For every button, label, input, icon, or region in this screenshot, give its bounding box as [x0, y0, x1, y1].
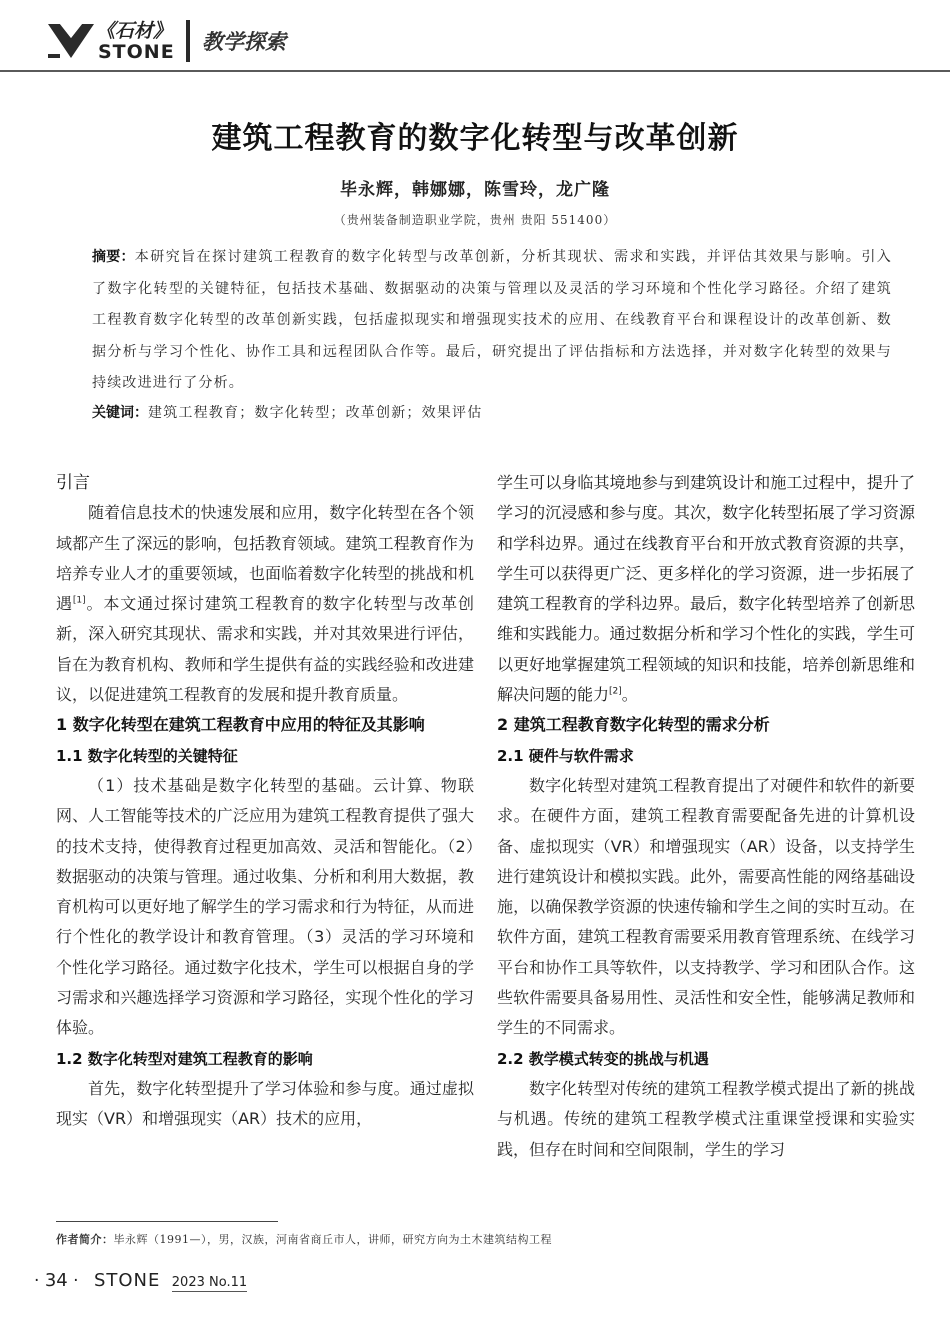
continued-paragraph — [497, 468, 915, 710]
header-divider — [186, 20, 190, 62]
continued-end: 。 — [621, 685, 638, 705]
stone-logo-icon — [46, 18, 96, 62]
footer-dot-right: · — [73, 1271, 79, 1291]
footnote-text: 毕永辉（1991—），男，汉族，河南省商丘市人，讲师，研究方向为土木建筑结构工程 — [113, 1233, 552, 1246]
intro-text-2: 。本文通过探讨建筑工程教育的数字化转型与改革创新，深入研究其现状、需求和实践，并对其效果进行评估，旨在为教育机构、教师和学生提供有益的实践经验和改进建议，以促进建筑工程教育的发展和提升教育质量。 — [56, 594, 474, 705]
author-affiliation: （贵州装备制造职业学院，贵州 贵阳 551400） — [333, 213, 617, 227]
footer-brand: STONE — [93, 1270, 161, 1291]
left-column — [56, 468, 474, 1135]
logo-chinese-name: 《石材》 — [96, 20, 173, 42]
intro-heading: 引言 — [56, 473, 90, 493]
footnote-label: 作者简介： — [56, 1233, 114, 1246]
intro-paragraph — [56, 498, 474, 710]
journal-logo — [46, 14, 186, 68]
section-2-1-heading: 2.1 硬件与软件需求 — [497, 746, 634, 765]
continued-text: 学生可以身临其境地参与到建筑设计和施工过程中，提升了学习的沉浸感和参与度。其次，数字化转型拓展了学习资源和学科边界。通过在线教育平台和开放式教育资源的共享，学生可以获得更广泛、更多样化的学习资源，进一步拓展了建筑工程教育的学科边界。最后，数字化转型培养了创新思维和实践能力。通过数据分析和学习个性化的实践，学生可以更好地掌握建筑工程领域的知识和技能，培养创新思维和解决问题的能力 — [497, 473, 915, 705]
section-1-1-heading: 1.1 数字化转型的关键特征 — [56, 746, 238, 765]
abstract — [92, 242, 892, 400]
intro-text: 随着信息技术的快速发展和应用，数字化转型在各个领域都产生了深远的影响，包括教育领域。建筑工程教育作为培养专业人才的重要领域，也面临着数字化转型的挑战和机遇 — [56, 503, 474, 614]
article-title: 建筑工程教育的数字化转型与改革创新 — [211, 121, 739, 156]
citation-2: [2] — [609, 686, 622, 697]
right-column — [497, 468, 915, 1165]
author-footnote — [56, 1231, 552, 1247]
section-1-1-paragraph: （1）技术基础是数字化转型的基础。云计算、物联网、人工智能等技术的广泛应用为建筑工程教育提供了强大的技术支持，使得教育过程更加高效、灵活和智能化。（2）数据驱动的决策与管理。通过收集、分析和利用大数据，教育机构可以更好地了解学生的学习需求和行为特征，从而进行个性化的教学设计和教育管理。（3）灵活的学习环境和个性化学习路径。通过数字化技术，学生可以根据自身的学习需求和兴趣选择学习资源和学习路径，实现个性化的学习体验。 — [56, 775, 474, 1038]
section-1-2-heading: 1.2 数字化转型对建筑工程教育的影响 — [56, 1049, 313, 1068]
abstract-label: 摘要： — [92, 249, 135, 265]
keywords-label: 关键词： — [92, 405, 148, 421]
keywords — [92, 398, 892, 430]
section-2-heading: 2 建筑工程教育数字化转型的需求分析 — [497, 715, 770, 735]
footer-dot-left: · — [34, 1271, 40, 1291]
footer-issue: 2023 No.11 — [171, 1275, 248, 1290]
section-2-1-paragraph: 数字化转型对建筑工程教育提出了对硬件和软件的新要求。在硬件方面，建筑工程教育需要配备先进的计算机设备、虚拟现实（VR）和增强现实（AR）设备，以支持学生进行建筑设计和模拟实践。此外，需要高性能的网络基础设施，以确保教学资源的快速传输和学生之间的实时互动。在软件方面，建筑工程教育需要采用教育管理系统、在线学习平台和协作工具等软件，以支持教学、学习和团队合作。这些软件需要具备易用性、灵活性和安全性，能够满足教师和学生的不同需求。 — [497, 775, 915, 1038]
footnote-rule — [56, 1221, 278, 1222]
section-1-2-paragraph: 首先，数字化转型提升了学习体验和参与度。通过虚拟现实（VR）和增强现实（AR）技术的应用， — [56, 1078, 474, 1129]
journal-header — [0, 0, 950, 74]
section-2-2-heading: 2.2 教学模式转变的挑战与机遇 — [497, 1049, 709, 1068]
keywords-text: 建筑工程教育；数字化转型；改革创新；效果评估 — [148, 405, 483, 421]
section-label: 教学探索 — [202, 30, 286, 54]
header-rule — [0, 70, 950, 72]
section-1-heading: 1 数字化转型在建筑工程教育中应用的特征及其影响 — [56, 715, 425, 735]
page-number: 34 — [44, 1270, 68, 1291]
section-2-2-paragraph: 数字化转型对传统的建筑工程教学模式提出了新的挑战与机遇。传统的建筑工程教学模式注重课堂授课和实验实践，但存在时间和空间限制，学生的学习 — [497, 1078, 915, 1159]
article-authors: 毕永辉，韩娜娜，陈雪玲，龙广隆 — [340, 180, 610, 200]
abstract-text: 本研究旨在探讨建筑工程教育的数字化转型与改革创新，分析其现状、需求和实践，并评估其效果与影响。引入了数字化转型的关键特征，包括技术基础、数据驱动的决策与管理以及灵活的学习环境和个性化学习路径。介绍了建筑工程教育数字化转型的改革创新实践，包括虚拟现实和增强现实技术的应用、在线教育平台和课程设计的改革创新、数据分析与学习个性化、协作工具和远程团队合作等。最后，研究提出了评估指标和方法选择，并对数字化转型的效果与持续改进进行了分析。 — [92, 249, 893, 391]
citation-1: [1] — [72, 595, 86, 606]
logo-english-name: STONE — [98, 41, 175, 63]
page-footer — [34, 1270, 247, 1291]
